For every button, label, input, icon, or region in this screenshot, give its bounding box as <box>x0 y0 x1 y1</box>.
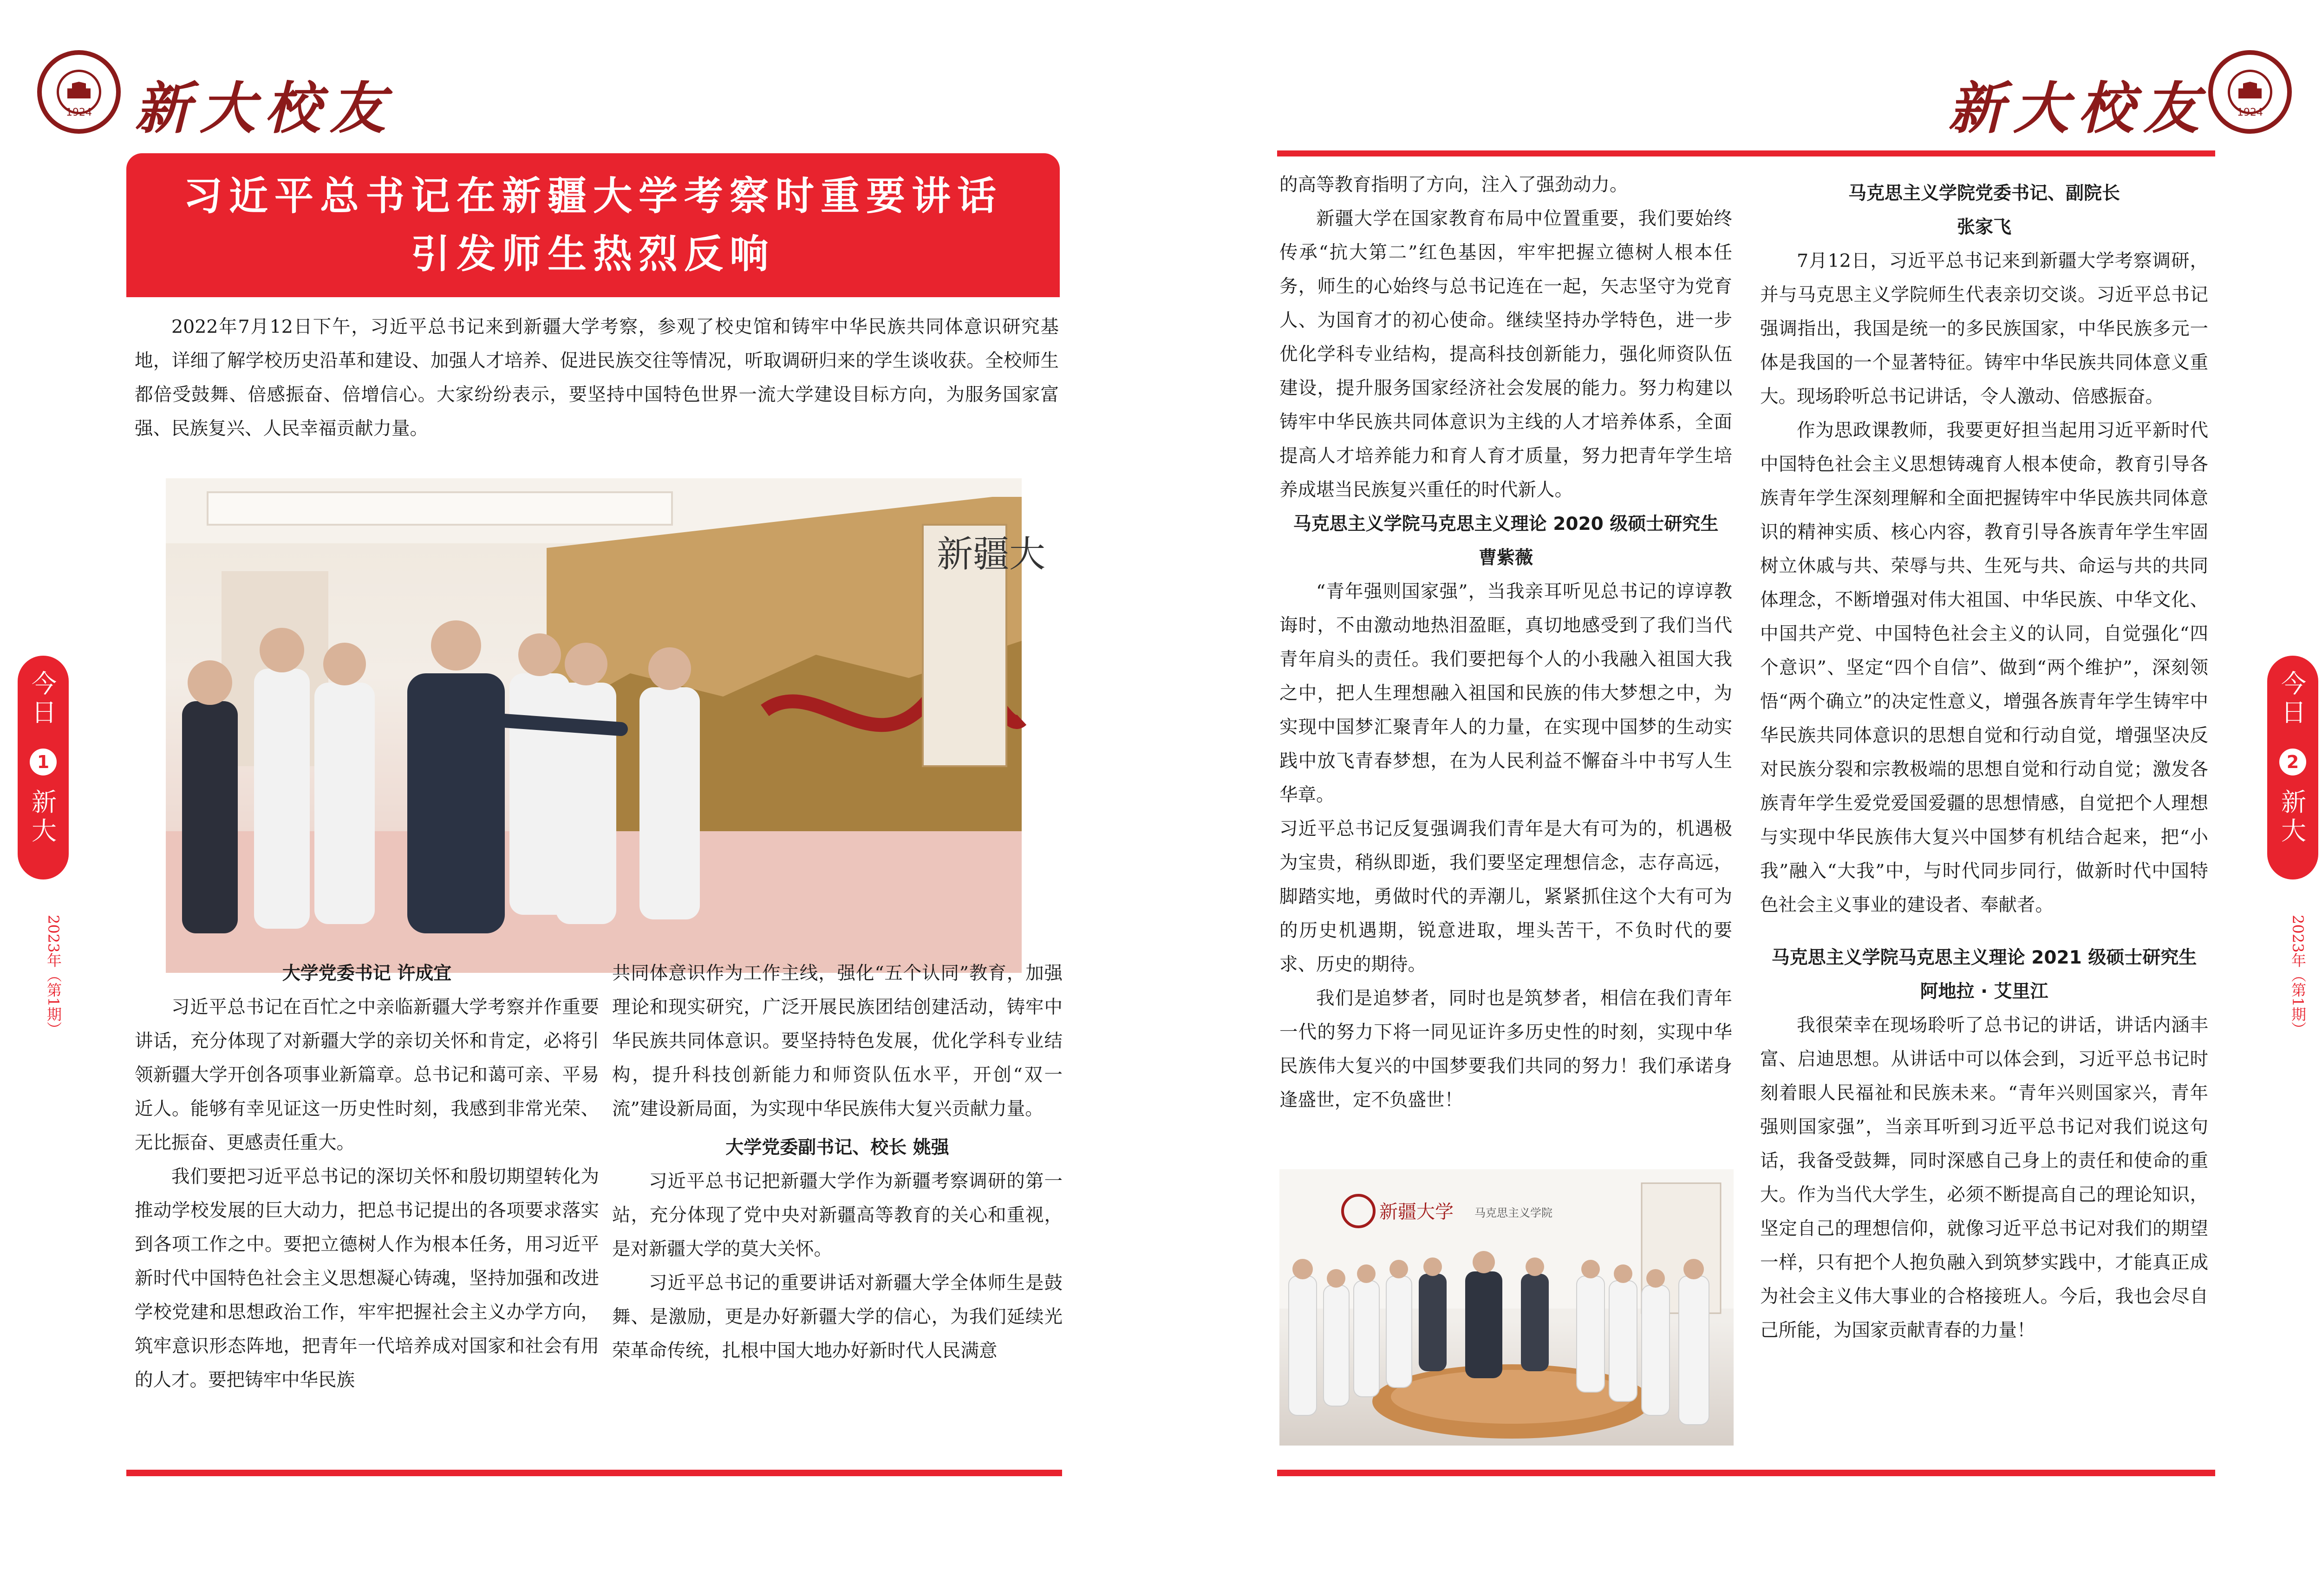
university-seal-right: 1924 <box>2208 50 2292 134</box>
byline-zhang-title: 马克思主义学院党委书记、副院长 <box>1848 183 2120 204</box>
university-seal-left <box>37 50 121 134</box>
photo-museum-visit <box>166 478 1046 973</box>
byline-adila-name: 阿地拉 · 艾里江 <box>1920 981 2048 1002</box>
photo-classroom-drawing <box>1279 1169 1734 1446</box>
photo-museum-visit-drawing <box>166 478 1046 973</box>
column-right-2: 马克思主义学院党委书记、副院长 张家飞 7月12日，习近平总书记来到新疆大学考察调研，并与马克思主义学院师生代表亲切交谈。习近平总书记强调指出，我国是统一的多民族国家，中华民族多元一体是我国的一个显著特征。铸牢中华民族共同体意义重大。现场聆听总书记讲话，令人激动、倍感振奋。 作为思政课教师，我要更好担当起用习近平新时代中国特色社会主义思想铸魂育人根本使命，教育引导各族青年学生深刻理解和全面把握铸牢中华民族共同体意识的精神实质、核心内容，教育引导各族青年学生牢固树立休戚与共、荣辱与共、生死与共、命运与共的共同体理念，不断增强对伟大祖国、中华民族、中华文化、中国共产党、中国特色社会主义的认同，自觉强化“四个意识”、坚定“四个自信”、做到“两个维护”，深刻领悟“两个确立”的决定性意义，增强各族青年学生铸牢中华民族共同体意识的思想自觉和行动自觉，增强坚决反对民族分裂和宗教极端的思想自觉和行动自觉；激发各族青年学生爱党爱国爱疆的思想情感，自觉把个人理想与实现中华民族伟大复兴中国梦有机结合起来，把“小我”融入“大我”中，与时代同步同行，做新时代中国特色社会主义事业的建设者、奉献者。 马克思主义学院马克思主义理论 2021 级硕士研究生 阿地拉 · 艾里江 我很荣幸在现场聆听了总书记的讲话，讲话内涵丰富、启迪思想。从讲话中可以体会到，习近平总书记时刻着眼人民福祉和民族未来。“青年兴则国家兴，青年强则国家强”，当亲耳听到习近平总书记对我们说这句话，我备受鼓舞，同时深感自己身上的责任和使命的重大。作为当代大学生，必须不断提高自己的理论知识，坚定自己的理想信仰，就像习近平总书记对我们的期望一样，只有把个人抱负融入到筑梦实践中，才能真正成为社会主义伟大事业的合格接班人。今后，我也会尽自己所能，为国家贡献青春的力量！ <box>1760 176 2208 1348</box>
page-number-left: 1 <box>30 749 57 775</box>
photo-wall-text: 新疆大 <box>937 534 1046 575</box>
page-number-right: 2 <box>2279 749 2306 775</box>
column-right-1: 的高等教育指明了方向，注入了强劲动力。 新疆大学在国家教育布局中位置重要，我们要始终传承“抗大第二”红色基因，牢牢把握立德树人根本任务，师生的心始终与总书记连在一起，矢志坚守为党育人、为国育才的初心使命。继续坚持办学特色，进一步优化学科专业结构，提高科技创新能力，强化师资队伍建设，提升服务国家经济社会发展的能力。努力构建以铸牢中华民族共同体意识为主线的人才培养体系，全面提高人才培养能力和育人育才质量，努力把青年学生培养成堪当民族复兴重任的时代新人。 马克思主义学院马克思主义理论 2020 级硕士研究生 曹紫薇 “青年强则国家强”，当我亲耳听见总书记的谆谆教诲时，不由激动地热泪盈眶，真切地感受到了我们当代青年肩头的责任。我们要把每个人的小我融入祖国大我之中，把人生理想融入祖国和民族的伟大梦想之中，为实现中国梦汇聚青年人的力量，在实现中国梦的生动实践中放飞青春梦想，在为人民利益不懈奋斗中书写人生华章。 习近平总书记反复强调我们青年是大有可为的，机遇极为宝贵，稍纵即逝，我们要坚定理想信念，志存高远，脚踏实地，勇做时代的弄潮儿，紧紧抓住这个大有可为的历史机遇期，锐意进取，埋头苦干，不负时代的要求、历史的期待。 我们是追梦者，同时也是筑梦者，相信在我们青年一代的努力下将一同见证许多历史性的时刻，实现中华民族伟大复兴的中国梦要我们共同的努力！我们承诺身逢盛世，定不负盛世！ <box>1279 174 1732 1111</box>
byline-adila-title: 马克思主义学院马克思主义理论 2021 级硕士研究生 <box>1771 947 2197 968</box>
byline-yao: 大学党委副书记、校长 姚强 <box>725 1137 949 1158</box>
headline-banner <box>126 153 1060 297</box>
side-tab-right: 今日 2 新大 <box>2267 656 2318 879</box>
footer-rule-right <box>1277 1470 2215 1476</box>
footer-rule-left <box>126 1470 1062 1476</box>
headline-line1: 习近平总书记在新疆大学考察时重要讲话 <box>183 173 1003 219</box>
masthead-right: 新大校友 <box>1948 76 2208 141</box>
byline-zhang-name: 张家飞 <box>1957 217 2011 238</box>
seal-year: 1924 <box>66 107 92 118</box>
intro-paragraph: 2022年7月12日下午，习近平总书记来到新疆大学考察，参观了校史馆和铸牢中华民族共同体意识研究基地，详细了解学校历史沿革和建设、加强人才培养、促进民族交往等情况，听取调研归来的学生谈收获。全校师生都倍受鼓舞、倍感振奋、倍增信心。大家纷纷表示，要坚持中国特色世界一流大学建设目标方向，为服务国家富强、民族复兴、人民幸福贡献力量。 <box>135 316 1059 439</box>
byline-cao-title: 马克思主义学院马克思主义理论 2020 级硕士研究生 <box>1293 514 1719 534</box>
side-tab-left: 今日 1 新大 <box>18 656 69 879</box>
svg-text:马克思主义学院: 马克思主义学院 <box>1474 1206 1552 1219</box>
photo-classroom <box>1279 1169 1734 1446</box>
masthead-left: 新大校友 <box>135 76 395 141</box>
headline-line2: 引发师生热烈反响 <box>411 231 775 277</box>
column-left-1: 大学党委书记 许成宜 习近平总书记在百忙之中亲临新疆大学考察并作重要讲话，充分体现了对新疆大学的亲切关怀和肯定，必将引领新疆大学开创各项事业新篇章。总书记和蔼可亲、平易近人。能够有幸见证这一历史性时刻，我感到非常光荣、无比振奋、更感责任重大。 我们要把习近平总书记的深切关怀和殷切期望转化为推动学校发展的巨大动力，把总书记提出的各项要求落实到各项工作之中。要把立德树人作为根本任务，用习近平新时代中国特色社会主义思想凝心铸魂，坚持加强和改进学校党建和思想政治工作，牢牢把握社会主义办学方向，筑牢意识形态阵地，把青年一代培养成对国家和社会有用的人才。要把铸牢中华民族 <box>135 957 599 1397</box>
issue-label-right: 2023年（第1期） <box>2289 915 2307 1036</box>
issue-label-left: 2023年（第1期） <box>45 915 62 1036</box>
byline-cao-name: 曹紫薇 <box>1478 547 1533 568</box>
header-rule-right <box>1277 150 2215 156</box>
column-left-2: 共同体意识作为工作主线，强化“五个认同”教育，加强理论和现实研究，广泛开展民族团结创建活动，铸牢中华民族共同体意识。要坚持特色发展，优化学科专业结构，提升科技创新能力和师资队伍水平，开创“双一流”建设新局面，为实现中华民族伟大复兴贡献力量。 大学党委副书记、校长 姚强 习近平总书记把新疆大学作为新疆考察调研的第一站，充分体现了党中央对新疆高等教育的关心和重视，是对新疆大学的莫大关怀。 习近平总书记的重要讲话对新疆大学全体师生是鼓舞、是激励，更是办好新疆大学的信心，为我们延续光荣革命传统，扎根中国大地办好新时代人民满意 <box>612 963 1063 1361</box>
byline-xu: 大学党委书记 许成宜 <box>282 963 452 984</box>
photo-sign-text: 新疆大学 <box>1379 1201 1454 1223</box>
